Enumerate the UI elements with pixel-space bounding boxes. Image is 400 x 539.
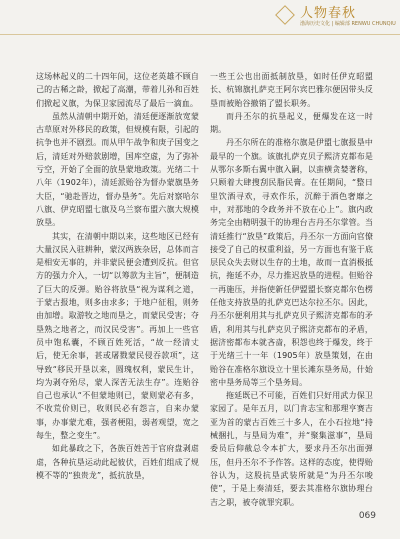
left-text-column	[36, 70, 199, 482]
right-text-column	[210, 70, 373, 509]
body-paragraph: 丹丕尔所在的准格尔旗是伊盟七旗报垦中最早的一个旗。该旗扎萨克贝子熙济克都布是从鄂尔多斯右翼中旗入嗣，以蛮横贪婪著称，只顾着大肆搜刮民脂民膏。在任期间，“整日里饮酒寻欢，寻欢作乐，沉醉于酒色奢靡之中，对那地的令政务并不放在心上”。旗内政务完全由精明强干的协理台吉丹丕尔掌管。当清廷推行“放垦”政策后，丹丕尔一方面向官僚接受了自己的权重利益，另一方面也有鉴于底层民众失去财以生存的土地，故而一直消极抵抗，拖延不办，尽力推迟放垦的进程。但贻谷一再施压，并指使新任伊盟盟长察克都尔色楞任他支持放垦的扎萨克巴达尔拉丕尔。因此，丹丕尔便利用其与扎萨克贝子熙济克都布的矛盾，利用其与扎萨克贝子熙济克都布的矛盾，据济密都布本就吝啬，积怨也终于爆发，终于于光绪三十一年（1905年）放垦策划，在由贻谷在准格尔旗设立十里长滩东垦务局，什始密中垦务局等三个垦务局。	[210, 138, 373, 387]
body-paragraph: 其实，在清朝中期以来，这些地区已经有大量汉民入驻耕种，蒙汉两族杂居，总体而言是相安无事的，并非蒙民便会遭到反抗。但官方的强力介入，一切“以筹款为主旨”，便制造了巨大的反弹。贻谷将放垦“视为谋利之道，于蒙古报地，则多由求多；于地户征租，则务由加增。取游牧之地而垦之，而蒙民受害；夺垦熟之地者之，而汉民受害”。再加上一些官员中饱私囊，不顾百姓死活，“故一经清丈后，使无余事，甚或屠戮蒙民侵吞款项”，这导致“移民开垦以来，圆瑰权利，蒙民生计，均为剥夺殆尽，蒙人深苦无法生存”。连贻谷自己也承认“不但蒙地则已，蒙则蒙必有多，不收荒价则已，收则民必有怨言，自来办蒙事，办事蒙尤难，强者梗阻，弱者观望，宽之每生，整之变生”。	[36, 231, 199, 441]
diamond-ornament-icon	[275, 5, 295, 25]
body-paragraph: 而丹丕尔的抗垦起义，便爆发在这一时期。	[210, 111, 373, 135]
body-paragraph: 这场林起义的二十四年间，这位老英雄不顾自己的古稀之龄，掀起了高潮，带着儿孙和百姓们掀起义旗，为保卫家园流尽了最后一滴血。	[36, 72, 199, 108]
body-paragraph: 一些王公也出面抵制放垦，如时任伊克昭盟长、杭锦旗扎萨克王阿尔宾巴雅尔便因带头反垦而被贻谷撤销了盟长职务。	[210, 72, 373, 108]
body-paragraph: 拖延既已不可能，百姓们只好用武力保卫家园了。是年五月，以门肯志宝和那理亨赛吉亚为首的蒙古百姓三十多人，在小石拉地“持械捆扎，与垦局为难”，并“聚集滋事”，垦局委员后仰截总令本扩大，要求丹丕尔出面弹压，但丹丕尔不予作答。这样的态度，使得贻谷认为，这股抗垦武装所就是“为丹丕尔唆使”，于是上奏清廷，要去其准格尔旗协理台吉之职，被夺就罪究职。	[210, 391, 373, 507]
section-subtitle: 渤海历史文化 | 编辑部 RENWU CHUNQIU	[300, 21, 396, 27]
page-number: 069	[358, 511, 376, 521]
body-paragraph: 虽然从清朝中期开始，清廷便逐渐放宽蒙古草原对外移民的政策，但规模有限，引起的抗争也并不剧烈。而从甲午战争和庚子国变之后，清廷对外赔款剧增，国库空虚，为了弥补亏空，开始了全面的放垦蒙地政策。光绪二十八年（1902年），清廷派贻谷为督办蒙旗垦务大臣，“驰赴晋边，督办垦务”。先后对察哈尔八旗、伊克昭盟七旗及乌兰察布盟六旗大规模放垦。	[36, 111, 199, 228]
page-header	[0, 0, 400, 35]
section-title: 人物春秋	[300, 6, 357, 21]
body-paragraph: 如此暴政之下，各族百姓苦于官府盘剥虐虐，各种抗垦运动此起彼伏，百姓们组成了规模不等的“独贵龙”，抵抗放垦，	[36, 444, 199, 480]
